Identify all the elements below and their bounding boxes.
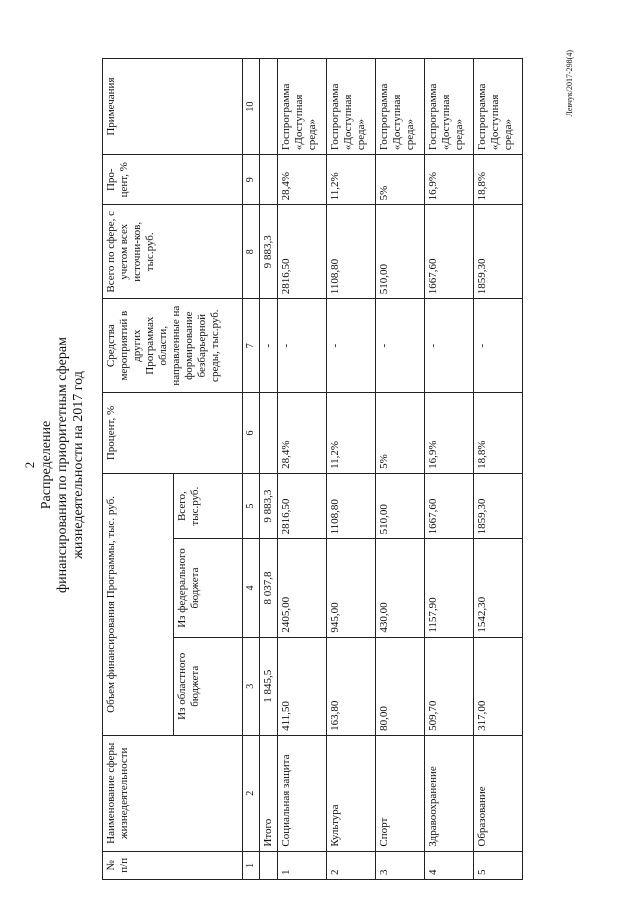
total-percent-2 [260,155,278,205]
header-percent-2: Про-цент, % [103,155,243,205]
table-row [376,59,425,880]
row-regional: 80,00 [376,637,425,735]
column-number: 8 [243,205,260,299]
row-percent: 18,8% [474,393,523,474]
row-federal: 1542,30 [474,539,523,637]
row-sphere-total: 1667,60 [425,205,474,299]
row-other-programs: - [327,299,376,393]
row-federal: 1157,90 [425,539,474,637]
row-total: 1108,80 [327,473,376,539]
row-total: 1859,30 [474,473,523,539]
row-other-programs: - [474,299,523,393]
row-sphere: Спорт [376,735,425,851]
row-federal: 945,00 [327,539,376,637]
row-sphere: Образование [474,735,523,851]
row-sphere: Культура [327,735,376,851]
row-num: 5 [474,851,523,879]
row-percent-2: 5% [376,155,425,205]
column-number: 9 [243,155,260,205]
column-number: 3 [243,637,260,735]
financing-table [102,58,523,880]
header-percent: Процент, % [103,393,243,474]
row-num: 1 [278,851,327,879]
row-num: 4 [425,851,474,879]
header-notes: Примечания [103,59,243,155]
title-line-3: жизнедеятельности на 2017 год [71,371,86,559]
row-num: 3 [376,851,425,879]
row-sphere-total: 1859,30 [474,205,523,299]
row-percent: 11,2% [327,393,376,474]
header-regional: Из областного бюджета [174,637,243,735]
row-percent: 16,9% [425,393,474,474]
row-other-programs: - [376,299,425,393]
total-other-programs: - [260,299,278,393]
row-notes: Госпрограмма «Доступная среда» [278,59,327,155]
title-line-1: Распределение [39,420,54,510]
row-total: 510,00 [376,473,425,539]
column-number: 4 [243,539,260,637]
total-percent [260,393,278,474]
header-row [103,59,174,880]
row-sphere-total: 2816,50 [278,205,327,299]
row-regional: 509,70 [425,637,474,735]
row-regional: 163,80 [327,637,376,735]
column-number: 2 [243,735,260,851]
title-line-2: финансирования по приоритетным сферам [55,337,70,593]
row-sphere-total: 510,00 [376,205,425,299]
header-total: Всего, тыс.руб. [174,473,243,539]
column-number-row [243,59,260,880]
row-regional: 411,50 [278,637,327,735]
column-number: 1 [243,851,260,879]
row-notes: Госпрограмма «Доступная среда» [327,59,376,155]
row-percent-2: 11,2% [327,155,376,205]
document-title [39,50,87,880]
document-code: Левчук/2017-298(4) [565,50,574,117]
table-row [474,59,523,880]
header-sphere-total: Всего по сфере, с учетом всех источни-ков, тыс.руб. [103,205,243,299]
table-row [425,59,474,880]
row-sphere: Здравоохранение [425,735,474,851]
row-percent-2: 18,8% [474,155,523,205]
total-notes [260,59,278,155]
header-other-programs: Средства мероприятий в других Программах области, направленные на формирование безбарьерной среды, тыс.руб. [103,299,243,393]
document-sheet [22,50,582,880]
header-federal: Из федерального бюджета [174,539,243,637]
header-sphere: Наименование сферы жизнедеятельности [103,735,243,851]
row-federal: 2405,00 [278,539,327,637]
row-federal: 430,00 [376,539,425,637]
total-num-cell [260,851,278,879]
table-row [327,59,376,880]
column-number: 5 [243,473,260,539]
row-sphere-total: 1108,80 [327,205,376,299]
total-total: 9 883,3 [260,473,278,539]
header-volume-group: Объем финансирования Программы, тыс. руб. [103,473,174,735]
page-number: 2 [22,461,37,469]
row-total: 2816,50 [278,473,327,539]
total-federal: 8 037,8 [260,539,278,637]
row-notes: Госпрограмма «Доступная среда» [474,59,523,155]
row-percent-2: 28,4% [278,155,327,205]
row-percent-2: 16,9% [425,155,474,205]
row-other-programs: - [278,299,327,393]
row-notes: Госпрограмма «Доступная среда» [425,59,474,155]
column-number: 6 [243,393,260,474]
row-other-programs: - [425,299,474,393]
total-regional: 1 845,5 [260,637,278,735]
row-notes: Госпрограмма «Доступная среда» [376,59,425,155]
row-regional: 317,00 [474,637,523,735]
total-label: Итого [260,735,278,851]
row-num: 2 [327,851,376,879]
row-total: 1667,60 [425,473,474,539]
header-num: № п/п [103,851,243,879]
column-number: 10 [243,59,260,155]
row-sphere: Социальная защита [278,735,327,851]
row-percent: 5% [376,393,425,474]
column-number: 7 [243,299,260,393]
total-sphere-total: 9 883,3 [260,205,278,299]
row-percent: 28,4% [278,393,327,474]
table-row [278,59,327,880]
total-row [260,59,278,880]
